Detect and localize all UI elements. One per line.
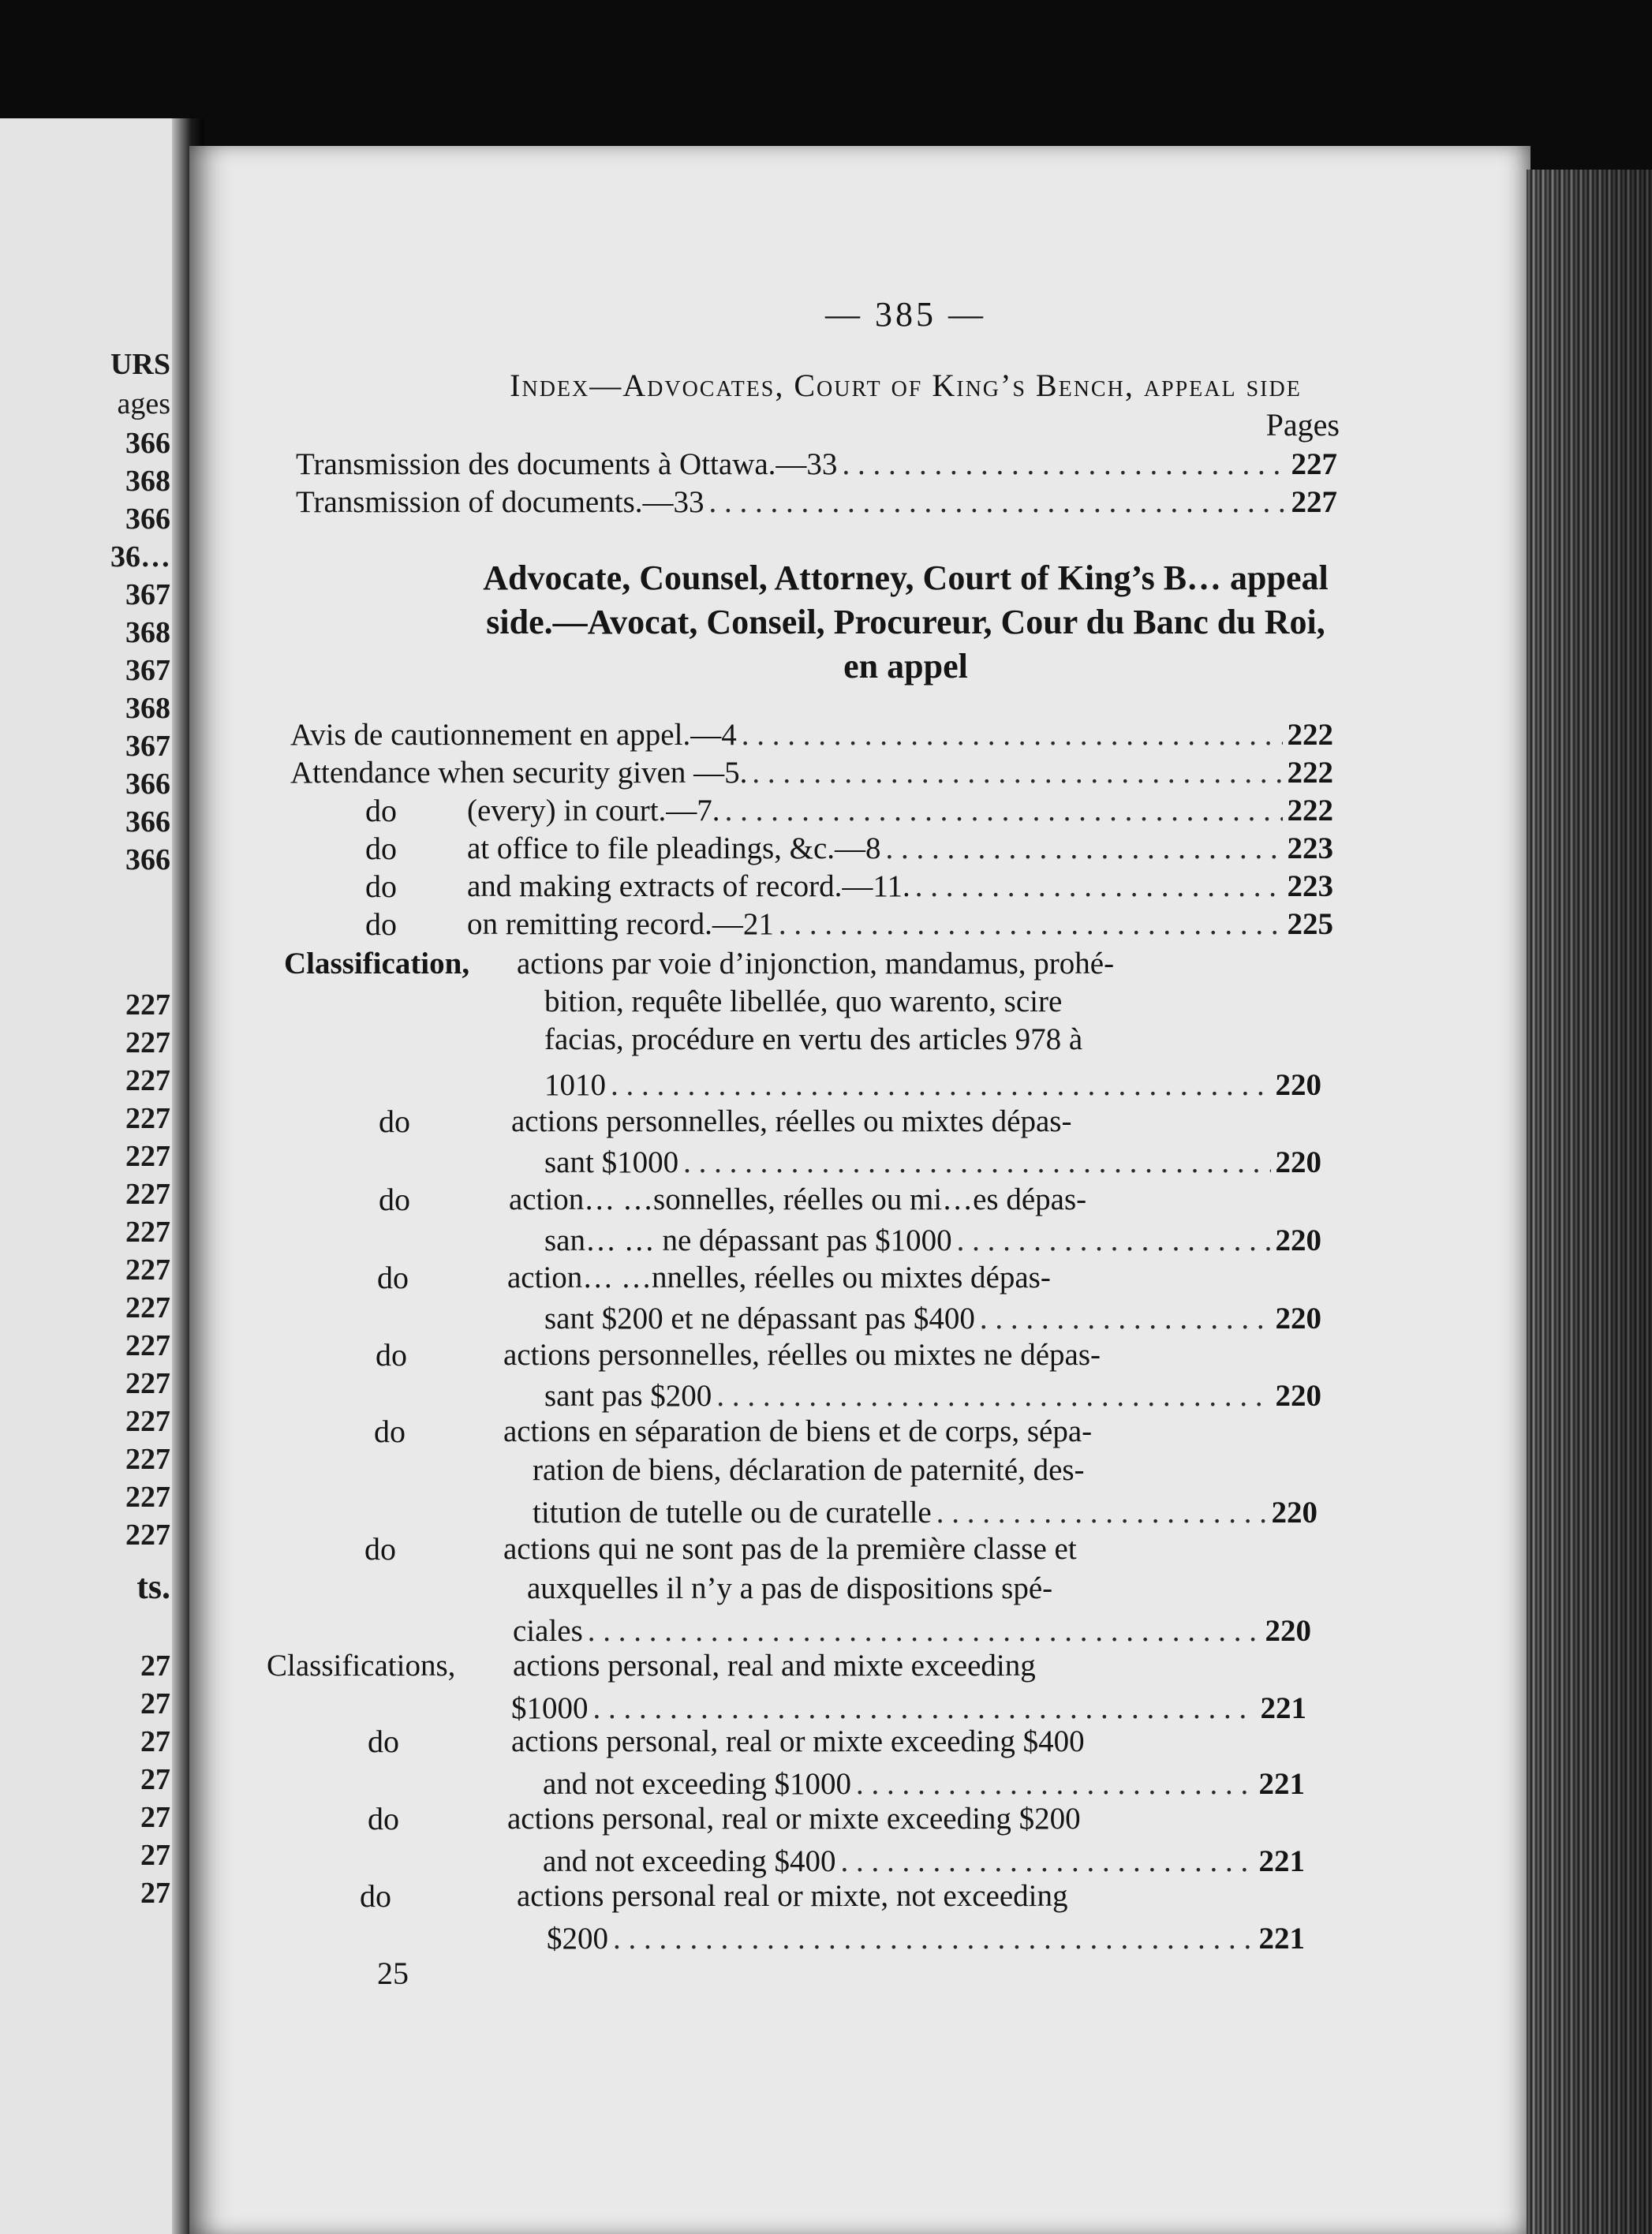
entry-text: titution de tutelle ou de curatelle <box>533 1496 932 1530</box>
index-entry <box>513 1612 1311 1650</box>
facing-page-number: 367 <box>125 578 170 611</box>
entry-page: 223 <box>1287 869 1333 903</box>
entry-line: action… …sonnelles, réelles ou mi…es dépas- <box>509 1182 1087 1216</box>
entry-line: ration de biens, déclaration de paternité, des- <box>533 1453 1085 1487</box>
entry-page: 223 <box>1287 831 1333 865</box>
dot-leader <box>588 1612 1261 1650</box>
dot-leader <box>936 1494 1267 1532</box>
facing-page-number: 368 <box>125 692 170 725</box>
dot-leader <box>709 484 1287 521</box>
entry-page: 221 <box>1258 1767 1305 1801</box>
index-entry <box>467 906 1333 943</box>
facing-page-number: 366 <box>125 805 170 839</box>
facing-page-number: 227 <box>125 1140 170 1173</box>
entry-line: actions par voie d’injonction, mandamus, prohé- <box>517 947 1115 981</box>
dot-leader <box>742 716 1283 754</box>
facing-page-number: 27 <box>140 1687 170 1720</box>
facing-page-number: 227 <box>125 1367 170 1400</box>
facing-page-number: 227 <box>125 1519 170 1552</box>
index-entry <box>544 1300 1321 1338</box>
page-stack-shade <box>1527 170 1652 2234</box>
ditto-mark: do <box>374 1414 406 1449</box>
index-entry <box>544 1377 1321 1415</box>
entry-text: (every) in court.—7. <box>467 794 720 827</box>
entry-text: at office to file pleadings, &c.—8 <box>467 831 881 865</box>
dot-leader <box>856 1765 1254 1803</box>
index-entry <box>296 446 1337 484</box>
entry-text: and making extracts of record.—11. <box>467 869 910 903</box>
facing-page-fragment: ts. <box>136 1567 170 1606</box>
entry-line: actions en séparation de biens et de corps, sépa- <box>503 1414 1093 1448</box>
entry-page: 220 <box>1275 1302 1321 1336</box>
ditto-mark: do <box>364 1531 396 1567</box>
facing-page-number: 227 <box>125 988 170 1022</box>
ditto-mark: do <box>368 1724 399 1759</box>
ditto-mark: do <box>377 1260 409 1295</box>
facing-page-number: 227 <box>125 1443 170 1476</box>
entry-text: san… … ne dépassant pas $1000 <box>544 1223 952 1257</box>
facing-page-number: 368 <box>125 465 170 498</box>
page-number: — 385 — <box>825 295 986 334</box>
facing-page-number: 27 <box>140 1839 170 1872</box>
entry-text: Avis de cautionnement en appel.—4 <box>290 718 737 752</box>
facing-page-number: 367 <box>125 654 170 687</box>
ditto-mark: do <box>368 1801 399 1836</box>
entry-text: Transmission des documents à Ottawa.—33 <box>296 447 838 481</box>
entry-line: actions personal, real or mixte exceeding $400 <box>511 1724 1085 1758</box>
section-heading-line: en appel <box>843 647 968 686</box>
entry-page: 221 <box>1260 1691 1306 1725</box>
facing-page-number: 366 <box>125 427 170 460</box>
index-entry <box>290 754 1333 792</box>
facing-page-number: 366 <box>125 768 170 801</box>
entry-page: 221 <box>1258 1844 1305 1878</box>
entry-text: 1010 <box>544 1068 606 1102</box>
facing-page-number: 227 <box>125 1216 170 1249</box>
facing-page-column <box>0 118 183 2234</box>
facing-page-number: 36… <box>110 540 170 573</box>
entry-line: actions personnelles, réelles ou mixtes dépas- <box>511 1104 1072 1138</box>
entry-page: 220 <box>1275 1068 1321 1102</box>
facing-page <box>0 118 183 2234</box>
facing-page-number: 227 <box>125 1405 170 1438</box>
dot-leader <box>957 1222 1271 1260</box>
entry-line: bition, requête libellée, quo warento, scire <box>544 984 1063 1018</box>
entry-page: 220 <box>1275 1379 1321 1413</box>
entry-lead: Classification, <box>284 947 470 981</box>
index-entry <box>511 1690 1306 1728</box>
facing-page-header: URS <box>110 348 170 381</box>
entry-text: $200 <box>547 1922 608 1956</box>
entry-text: ciales <box>513 1614 583 1648</box>
index-entry <box>533 1494 1317 1532</box>
ditto-mark: do <box>360 1878 391 1914</box>
entry-page: 227 <box>1291 485 1337 519</box>
ditto-mark: do <box>365 906 397 942</box>
dot-leader <box>725 792 1283 830</box>
entry-page: 220 <box>1275 1145 1321 1179</box>
entry-page: 222 <box>1287 756 1333 790</box>
facing-page-number: 27 <box>140 1725 170 1758</box>
section-heading-line: side.—Avocat, Conseil, Procureur, Cour du Banc du Roi, <box>486 603 1325 641</box>
facing-page-subheader: ages <box>117 387 170 420</box>
facing-page-number: 227 <box>125 1253 170 1287</box>
facing-page-number: 366 <box>125 843 170 876</box>
dot-leader <box>752 754 1282 792</box>
entry-line: actions personnelles, réelles ou mixtes ne dépas- <box>503 1338 1101 1372</box>
entry-text: on remitting record.—21 <box>467 907 774 941</box>
ditto-mark: do <box>379 1182 410 1217</box>
facing-page-number: 27 <box>140 1877 170 1910</box>
facing-page-number: 227 <box>125 1102 170 1135</box>
entry-line: action… …nnelles, réelles ou mixtes dépas- <box>507 1261 1051 1294</box>
facing-page-number: 366 <box>125 502 170 536</box>
dot-leader <box>716 1377 1270 1415</box>
index-entry <box>296 484 1337 521</box>
index-entry <box>467 868 1333 906</box>
facing-page-number: 367 <box>125 730 170 763</box>
facing-page-number: 227 <box>125 1178 170 1211</box>
dot-leader <box>613 1920 1254 1958</box>
ditto-mark: do <box>365 793 397 828</box>
dot-leader <box>840 1843 1254 1881</box>
dot-leader <box>915 868 1283 906</box>
index-entry <box>467 792 1333 830</box>
entry-page: 222 <box>1287 718 1333 752</box>
facing-page-number: 27 <box>140 1763 170 1796</box>
entry-line: facias, procédure en vertu des articles 978 à <box>544 1022 1083 1056</box>
entry-line: actions personal, real and mixte exceeding <box>513 1649 1036 1683</box>
dot-leader <box>886 830 1283 868</box>
index-entry <box>543 1843 1305 1881</box>
entry-line: actions qui ne sont pas de la première classe et <box>503 1532 1077 1566</box>
index-entry <box>544 1067 1321 1104</box>
entry-text: sant pas $200 <box>544 1379 712 1413</box>
entry-page: 220 <box>1275 1223 1321 1257</box>
facing-page-number: 227 <box>125 1026 170 1059</box>
entry-page: 220 <box>1271 1496 1317 1530</box>
index-entry <box>290 716 1333 754</box>
index-entry <box>467 830 1333 868</box>
ditto-mark: do <box>365 831 397 866</box>
section-heading-line: Advocate, Counsel, Attorney, Court of King’s B… appeal <box>483 558 1329 597</box>
entry-page: 225 <box>1287 907 1333 941</box>
entry-text: and not exceeding $1000 <box>543 1767 851 1801</box>
entry-text: sant $1000 <box>544 1145 679 1179</box>
dot-leader <box>611 1067 1271 1104</box>
ditto-mark: do <box>379 1104 410 1139</box>
entry-page: 220 <box>1265 1614 1311 1648</box>
index-entry <box>543 1765 1305 1803</box>
entry-text: Attendance when security given —5. <box>290 756 748 790</box>
facing-page-number: 227 <box>125 1064 170 1097</box>
entry-lead: Classifications, <box>267 1649 456 1683</box>
index-entry <box>547 1920 1305 1958</box>
facing-page-number: 27 <box>140 1801 170 1834</box>
entry-text: sant $200 et ne dépassant pas $400 <box>544 1302 975 1336</box>
running-head: Index—Advocates, Court of King’s Bench, appeal side <box>510 368 1302 403</box>
facing-page-number: 227 <box>125 1481 170 1514</box>
index-entry <box>544 1144 1321 1182</box>
index-entry <box>544 1222 1321 1260</box>
dot-leader <box>980 1300 1271 1338</box>
entry-text: and not exceeding $400 <box>543 1844 836 1878</box>
entry-line: actions personal real or mixte, not exceeding <box>517 1879 1068 1913</box>
signature-mark: 25 <box>377 1956 409 1991</box>
facing-page-number: 227 <box>125 1291 170 1324</box>
dot-leader <box>683 1144 1270 1182</box>
facing-page-number: 227 <box>125 1329 170 1362</box>
entry-line: actions personal, real or mixte exceeding $200 <box>507 1802 1081 1836</box>
entry-line: auxquelles il n’y a pas de dispositions spé- <box>527 1571 1053 1605</box>
entry-page: 227 <box>1291 447 1337 481</box>
facing-page-number: 368 <box>125 616 170 649</box>
entry-text: $1000 <box>511 1691 589 1725</box>
dot-leader <box>842 446 1286 484</box>
entry-text: Transmission of documents.—33 <box>296 485 705 519</box>
ditto-mark: do <box>365 869 397 904</box>
entry-page: 222 <box>1287 794 1333 827</box>
dot-leader <box>779 906 1283 943</box>
ditto-mark: do <box>376 1337 407 1373</box>
entry-page: 221 <box>1258 1922 1305 1956</box>
facing-page-number: 27 <box>140 1649 170 1683</box>
dot-leader <box>593 1690 1256 1728</box>
pages-column-label: Pages <box>1265 407 1340 443</box>
